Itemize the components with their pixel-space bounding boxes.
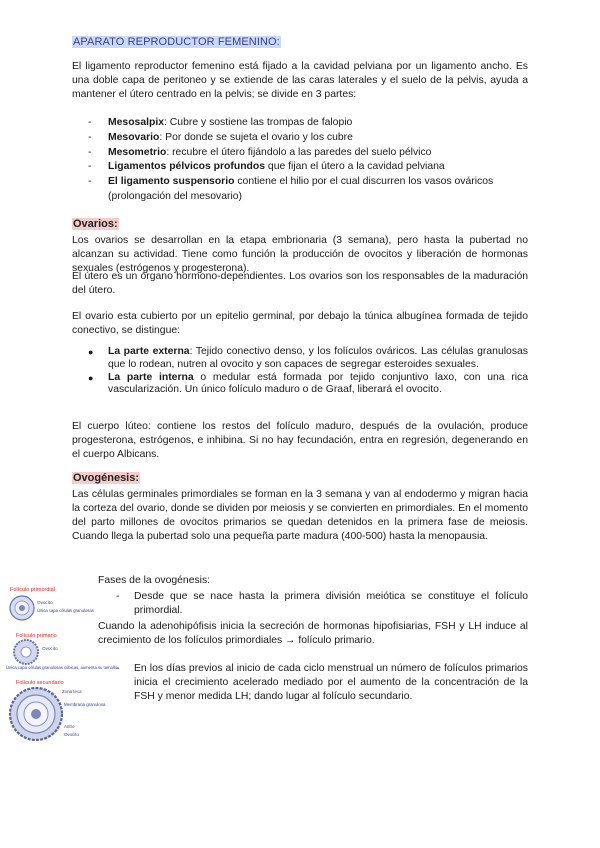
ovario-part-item (88, 346, 528, 372)
list-marker: ● (88, 372, 94, 383)
intro-paragraph: El ligamento reproductor femenino está fijado a la cavidad pelviana por un ligamento ancho. Es una doble capa de peritoneo y se extiende de las caras laterales y el suelo de la pelvis, ayuda a mantener el útero centrado en la pelvis; se divide en 3 partes: (72, 61, 528, 100)
list-item-description: : Cubre y sostiene las trompas de falopio (164, 117, 353, 128)
label-primordial: Folículo primordial (10, 587, 55, 593)
list-item-description: que fijan el útero a la cavidad pelviana (265, 161, 445, 173)
ovogenesis-paragraph-2: Cuando la adenohipófisis inicia la secreción de hormonas hipofisiarias, FSH y LH induce al crecimiento de los folículos primordiales → folículo primario. (98, 621, 528, 646)
follicle-diagram-svg (6, 582, 118, 742)
page-title: APARATO REPRODUCTOR FEMENINO: (73, 36, 280, 48)
follicle-diagram (6, 582, 118, 742)
ligament-part-item (88, 116, 518, 131)
section-heading-ovogenesis: Ovogénesis: (73, 472, 140, 484)
list-marker: - (88, 146, 92, 158)
label-ovocito-2: Ovocito (42, 646, 58, 651)
ligament-part-item (88, 131, 518, 146)
label-primario: Folículo primario (16, 633, 57, 639)
ligament-parts-list (88, 116, 518, 205)
ovarios-paragraph-1: Los ovarios se desarrollan en la etapa embrionaria (3 semana), pero hasta la pubertad no alcanzan su actividad. Tiene como función la producción de ovocitos y liberación de hormonas sexuales (estrógenos y progesterona). (72, 235, 528, 274)
ovario-parts-list (88, 346, 528, 397)
list-marker: ● (88, 347, 94, 357)
label-antro: Antro (64, 724, 75, 729)
label-secundario: Folículo secundario (16, 680, 64, 686)
ovarios-paragraph-2: El útero es un órgano hormono-dependientes. Los ovarios son los responsables de la maduración del útero. (72, 271, 528, 296)
step2-marker: - (116, 663, 120, 674)
list-item-term: Mesosalpix (108, 117, 165, 128)
list-item-term: La parte externa (108, 346, 190, 357)
list-item-description: : Por donde se sujeta el ovario y los cubre (159, 131, 353, 143)
label-ovocito-1: Ovocito (37, 600, 53, 605)
list-marker: - (88, 161, 92, 173)
ligament-part-item (88, 146, 518, 161)
list-item-term: Mesometrio (108, 146, 167, 158)
ligament-part-item (88, 160, 518, 175)
label-unica-capa: Única capa células granulosas (37, 608, 94, 613)
section-heading-ovarios: Ovarios: (73, 218, 118, 230)
label-membrana: Membrana granulosa (64, 702, 106, 707)
list-item-description: : Tejido conectivo denso, y los folículos ováricos. Las células granulosas que lo rodean, nutren al ovocito y son capaces de segregar esteroides sexuales. (108, 346, 528, 370)
list-marker: - (88, 117, 92, 128)
list-item-term: Mesovario (108, 131, 160, 143)
cuerpo-luteo-paragraph: El cuerpo lúteo: contiene los restos del folículo maduro, después de la ovulación, produce progesterona, estrógenos, e inhibina. Si no hay fecundación, entra en regresión, degenerando en el cuerpo Albicans. (72, 421, 528, 460)
fases-title: Fases de la ovogénesis: (98, 575, 211, 586)
list-item-description: : recubre el útero fijándolo a las paredes del suelo pélvico (166, 146, 432, 158)
ligament-part-item (88, 175, 518, 205)
list-marker: - (88, 176, 92, 188)
step1-marker: - (116, 591, 120, 602)
list-item-description: o medular está formada por tejido conjuntivo laxo, con una rica vascularización. Un único folículo maduro o de Graaf, liberará el ovocito. (108, 371, 528, 396)
step1-text: Desde que se nace hasta la primera división meiótica se constituye el folículo primordial. (134, 591, 528, 616)
list-marker: - (88, 131, 92, 143)
label-teca: Zona teca (62, 689, 82, 694)
ovario-part-item (88, 372, 528, 398)
ovarios-paragraph-3: El ovario esta cubierto por un epitelio germinal, por debajo la túnica albugínea formada de tejido conectivo, se distingue: (72, 311, 528, 336)
list-item-term: Ligamentos pélvicos profundos (108, 161, 266, 173)
list-item-description: contiene el hilio por el cual discurren los vasos ováricos (prolongación del mesovario) (108, 176, 494, 202)
ovogenesis-paragraph-1: Las células germinales primordiales se forman en la 3 semana y van al endodermo y migran hacia la corteza del ovario, donde se dividen por meiosis y se convierten en primordiales. En el momento del parto millones de ovocitos primarios se quedan detenidos en la primera fase de meiosis. Cuando llega la pubertad solo una pequeña parte madura (400-500) hasta la menopausia. (72, 489, 528, 542)
step2-text: En los días previos al inicio de cada ciclo menstrual un número de folículos primarios inicia el crecimiento acelerado mediado por el aumento de la concentración de la FSH y menor medida LH; dando lugar al folículo secundario. (134, 663, 528, 702)
label-varias-capas: Única capa células granulosas cúbicas, aumenta su tamaño (6, 665, 118, 670)
list-item-term: La parte interna (108, 371, 194, 383)
label-ovocito-3: Ovocito (64, 732, 79, 737)
list-item-term: El ligamento suspensorio (108, 176, 235, 188)
